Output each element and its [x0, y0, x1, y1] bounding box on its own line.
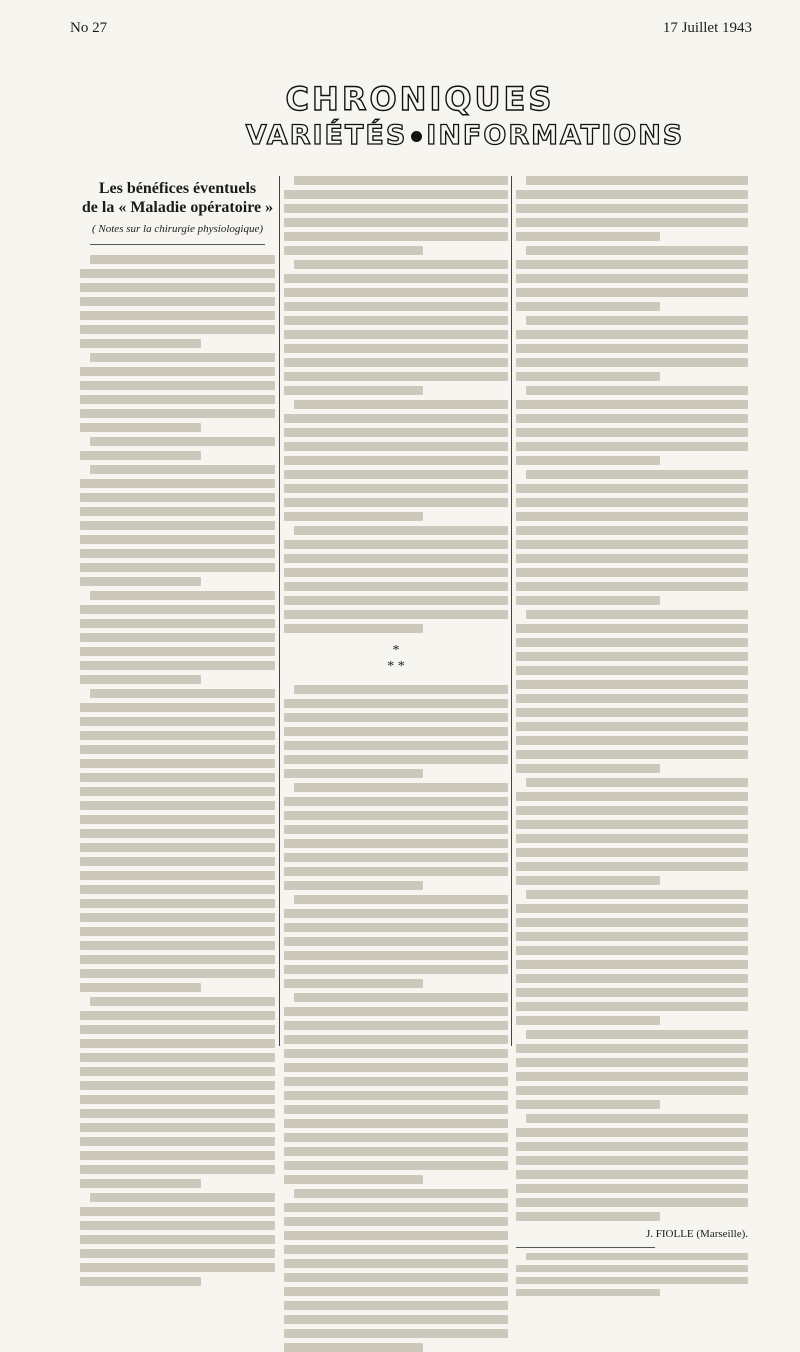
text-placeholder	[80, 1249, 275, 1258]
text-placeholder	[516, 1184, 748, 1193]
text-placeholder	[526, 778, 748, 787]
text-placeholder	[284, 442, 508, 451]
text-placeholder	[284, 428, 508, 437]
text-placeholder	[284, 330, 508, 339]
text-placeholder	[516, 1265, 748, 1272]
text-placeholder	[516, 582, 748, 591]
text-placeholder	[284, 344, 508, 353]
text-placeholder	[284, 470, 508, 479]
text-placeholder	[526, 386, 748, 395]
text-placeholder	[80, 493, 275, 502]
text-placeholder	[516, 1198, 748, 1207]
text-placeholder	[284, 1259, 508, 1268]
text-placeholder	[80, 955, 275, 964]
text-placeholder	[516, 862, 748, 871]
text-placeholder	[284, 1105, 508, 1114]
text-placeholder	[80, 1081, 275, 1090]
text-placeholder	[284, 316, 508, 325]
text-placeholder	[90, 689, 275, 698]
text-placeholder	[80, 549, 275, 558]
text-placeholder	[284, 1287, 508, 1296]
text-placeholder	[284, 825, 508, 834]
text-placeholder	[516, 554, 748, 563]
text-placeholder	[284, 1231, 508, 1240]
text-placeholder	[516, 1142, 748, 1151]
text-placeholder	[80, 633, 275, 642]
text-placeholder	[516, 1086, 748, 1095]
text-placeholder	[516, 302, 660, 311]
masthead-line1: CHRONIQUES	[285, 80, 555, 118]
text-placeholder	[284, 713, 508, 722]
text-placeholder	[80, 731, 275, 740]
text-placeholder	[526, 1114, 748, 1123]
text-placeholder	[284, 1133, 508, 1142]
text-placeholder	[80, 423, 201, 432]
text-placeholder	[284, 190, 508, 199]
text-placeholder	[516, 708, 748, 717]
text-placeholder	[80, 1137, 275, 1146]
text-placeholder	[90, 353, 275, 362]
text-placeholder	[80, 927, 275, 936]
article-subtitle: ( Notes sur la chirurgie physiologique)	[92, 223, 263, 235]
text-placeholder	[284, 554, 508, 563]
text-placeholder	[80, 1067, 275, 1076]
text-placeholder	[294, 783, 508, 792]
issue-date: 17 Juillet 1943	[662, 20, 752, 36]
text-placeholder	[80, 297, 275, 306]
text-placeholder	[516, 596, 660, 605]
text-placeholder	[526, 470, 748, 479]
text-placeholder	[80, 675, 201, 684]
text-placeholder	[516, 218, 748, 227]
text-placeholder	[284, 755, 508, 764]
text-placeholder	[526, 176, 748, 185]
text-placeholder	[80, 521, 275, 530]
text-placeholder	[284, 1035, 508, 1044]
text-placeholder	[516, 876, 660, 885]
text-placeholder	[80, 1039, 275, 1048]
text-placeholder	[284, 1329, 508, 1338]
text-placeholder	[284, 596, 508, 605]
text-placeholder	[284, 610, 508, 619]
column-2-body	[284, 176, 508, 1352]
signature: J. FIOLLE (Marseille).	[645, 1228, 748, 1240]
masthead-line2	[130, 120, 800, 151]
text-placeholder	[284, 218, 508, 227]
text-placeholder	[516, 1277, 748, 1284]
text-placeholder	[284, 811, 508, 820]
text-placeholder	[80, 605, 275, 614]
text-placeholder	[284, 937, 508, 946]
text-placeholder	[80, 283, 275, 292]
text-placeholder	[294, 1189, 508, 1198]
bullet-dot-icon	[411, 131, 422, 142]
text-placeholder	[516, 666, 748, 675]
text-placeholder	[284, 1063, 508, 1072]
text-placeholder	[284, 204, 508, 213]
references	[516, 1253, 748, 1296]
text-placeholder	[294, 685, 508, 694]
text-placeholder	[516, 722, 748, 731]
text-placeholder	[80, 563, 275, 572]
text-placeholder	[90, 465, 275, 474]
text-placeholder	[516, 834, 748, 843]
text-placeholder	[526, 1030, 748, 1039]
text-placeholder	[80, 269, 275, 278]
text-placeholder	[80, 703, 275, 712]
text-placeholder	[284, 881, 423, 890]
text-placeholder	[284, 274, 508, 283]
masthead-informations: INFORMATIONS	[426, 120, 685, 151]
text-placeholder	[284, 797, 508, 806]
text-placeholder	[294, 526, 508, 535]
issue-number: No 27	[70, 20, 108, 36]
text-placeholder	[516, 498, 748, 507]
text-placeholder	[294, 260, 508, 269]
text-placeholder	[80, 843, 275, 852]
text-placeholder	[516, 274, 748, 283]
text-placeholder	[284, 853, 508, 862]
text-placeholder	[516, 414, 748, 423]
text-placeholder	[80, 759, 275, 768]
text-placeholder	[294, 993, 508, 1002]
text-placeholder	[284, 1161, 508, 1170]
column-rule	[279, 176, 280, 1046]
text-placeholder	[284, 727, 508, 736]
text-placeholder	[284, 582, 508, 591]
text-placeholder	[80, 1263, 275, 1272]
text-placeholder	[80, 1207, 275, 1216]
text-placeholder	[516, 1100, 660, 1109]
text-placeholder	[284, 1119, 508, 1128]
text-placeholder	[516, 358, 748, 367]
text-placeholder	[284, 979, 423, 988]
text-placeholder	[80, 367, 275, 376]
text-placeholder	[516, 750, 748, 759]
text-placeholder	[284, 232, 508, 241]
text-placeholder	[284, 965, 508, 974]
text-placeholder	[516, 428, 748, 437]
text-placeholder	[516, 526, 748, 535]
text-placeholder	[80, 1011, 275, 1020]
text-placeholder	[284, 1203, 508, 1212]
text-placeholder	[516, 1289, 660, 1296]
text-placeholder	[516, 736, 748, 745]
text-placeholder	[516, 932, 748, 941]
text-placeholder	[284, 1049, 508, 1058]
text-placeholder	[284, 484, 508, 493]
text-placeholder	[516, 1212, 660, 1221]
text-placeholder	[284, 909, 508, 918]
text-placeholder	[284, 624, 423, 633]
text-placeholder	[80, 801, 275, 810]
text-placeholder	[284, 1175, 423, 1184]
column-1-body	[80, 255, 275, 1286]
text-placeholder	[526, 610, 748, 619]
text-placeholder	[284, 1021, 508, 1030]
text-placeholder	[284, 456, 508, 465]
text-placeholder	[284, 568, 508, 577]
text-placeholder	[80, 913, 275, 922]
text-placeholder	[284, 302, 508, 311]
text-placeholder	[284, 540, 508, 549]
text-placeholder	[80, 815, 275, 824]
text-placeholder	[284, 741, 508, 750]
text-placeholder	[516, 806, 748, 815]
text-placeholder	[516, 624, 748, 633]
text-placeholder	[80, 787, 275, 796]
text-placeholder	[80, 885, 275, 894]
text-placeholder	[516, 484, 748, 493]
text-placeholder	[80, 577, 201, 586]
text-placeholder	[284, 246, 423, 255]
text-placeholder	[284, 1091, 508, 1100]
text-placeholder	[284, 867, 508, 876]
text-placeholder	[90, 255, 275, 264]
text-placeholder	[284, 1343, 423, 1352]
text-placeholder	[284, 1217, 508, 1226]
text-placeholder	[90, 591, 275, 600]
text-placeholder	[516, 372, 660, 381]
text-placeholder	[80, 1109, 275, 1118]
text-placeholder	[284, 1245, 508, 1254]
text-placeholder	[284, 951, 508, 960]
text-placeholder	[526, 890, 748, 899]
text-placeholder	[80, 1053, 275, 1062]
text-placeholder	[526, 1253, 748, 1260]
text-placeholder	[294, 400, 508, 409]
text-placeholder	[516, 960, 748, 969]
text-placeholder	[516, 456, 660, 465]
text-placeholder	[516, 1156, 748, 1165]
text-placeholder	[80, 1151, 275, 1160]
text-placeholder	[284, 512, 423, 521]
text-placeholder	[516, 918, 748, 927]
text-placeholder	[516, 638, 748, 647]
text-placeholder	[80, 409, 275, 418]
text-placeholder	[516, 820, 748, 829]
text-placeholder	[80, 395, 275, 404]
text-placeholder	[516, 204, 748, 213]
text-placeholder	[516, 260, 748, 269]
text-placeholder	[80, 773, 275, 782]
text-placeholder	[294, 176, 508, 185]
text-placeholder	[516, 904, 748, 913]
masthead	[0, 80, 800, 151]
text-placeholder	[516, 1044, 748, 1053]
text-placeholder	[516, 442, 748, 451]
text-placeholder	[516, 792, 748, 801]
text-placeholder	[516, 652, 748, 661]
text-placeholder	[80, 1221, 275, 1230]
article-title: Les bénéfices éventuels de la « Maladie opératoire »	[81, 180, 274, 216]
text-placeholder	[516, 1170, 748, 1179]
text-placeholder	[284, 1147, 508, 1156]
text-placeholder	[80, 857, 275, 866]
text-placeholder	[516, 512, 748, 521]
text-placeholder	[80, 451, 201, 460]
text-placeholder	[516, 988, 748, 997]
text-placeholder	[284, 839, 508, 848]
text-placeholder	[516, 694, 748, 703]
column-3-body	[516, 176, 748, 1221]
text-placeholder	[80, 1179, 201, 1188]
text-placeholder	[516, 946, 748, 955]
text-placeholder	[80, 1025, 275, 1034]
text-placeholder	[516, 232, 660, 241]
text-placeholder	[516, 1072, 748, 1081]
text-placeholder	[80, 479, 275, 488]
text-placeholder	[516, 764, 660, 773]
text-placeholder	[80, 535, 275, 544]
text-placeholder	[516, 568, 748, 577]
text-placeholder	[80, 717, 275, 726]
text-placeholder	[526, 316, 748, 325]
text-placeholder	[80, 829, 275, 838]
text-placeholder	[516, 288, 748, 297]
divider	[90, 244, 265, 245]
text-placeholder	[284, 358, 508, 367]
text-placeholder	[80, 983, 201, 992]
text-placeholder	[80, 1235, 275, 1244]
text-placeholder	[516, 848, 748, 857]
text-placeholder	[284, 498, 508, 507]
text-placeholder	[80, 941, 275, 950]
text-placeholder	[80, 1095, 275, 1104]
text-placeholder	[284, 1315, 508, 1324]
text-placeholder	[516, 1058, 748, 1067]
text-placeholder	[80, 1165, 275, 1174]
text-placeholder	[80, 507, 275, 516]
text-placeholder	[516, 400, 748, 409]
text-placeholder	[294, 895, 508, 904]
text-placeholder	[80, 311, 275, 320]
text-placeholder	[526, 246, 748, 255]
column-3	[516, 176, 748, 1240]
column-2	[284, 176, 508, 1046]
text-placeholder	[80, 899, 275, 908]
text-placeholder	[284, 372, 508, 381]
text-placeholder	[284, 923, 508, 932]
text-placeholder	[80, 1123, 275, 1132]
masthead-varietes: VARIÉTÉS	[245, 120, 408, 151]
text-placeholder	[80, 339, 201, 348]
text-placeholder	[284, 1007, 508, 1016]
text-placeholder	[284, 1077, 508, 1086]
column-rule	[511, 176, 512, 1046]
text-placeholder	[516, 1128, 748, 1137]
text-placeholder	[516, 540, 748, 549]
text-placeholder	[284, 1301, 508, 1310]
text-placeholder	[90, 437, 275, 446]
section-break-stars: * * *	[387, 643, 405, 674]
text-placeholder	[284, 386, 423, 395]
text-placeholder	[80, 661, 275, 670]
text-placeholder	[516, 680, 748, 689]
text-placeholder	[80, 647, 275, 656]
text-placeholder	[516, 1016, 660, 1025]
text-placeholder	[284, 699, 508, 708]
text-placeholder	[516, 974, 748, 983]
text-placeholder	[90, 1193, 275, 1202]
text-placeholder	[284, 288, 508, 297]
text-placeholder	[80, 381, 275, 390]
text-placeholder	[80, 619, 275, 628]
text-placeholder	[284, 414, 508, 423]
text-placeholder	[80, 871, 275, 880]
text-placeholder	[516, 330, 748, 339]
text-placeholder	[516, 344, 748, 353]
text-placeholder	[80, 969, 275, 978]
text-placeholder	[80, 1277, 201, 1286]
text-placeholder	[90, 997, 275, 1006]
divider	[516, 1247, 655, 1248]
text-placeholder	[516, 1002, 748, 1011]
text-placeholder	[284, 769, 423, 778]
text-placeholder	[80, 745, 275, 754]
text-placeholder	[284, 1273, 508, 1282]
column-1	[80, 176, 275, 1046]
text-placeholder	[516, 190, 748, 199]
text-placeholder	[80, 325, 275, 334]
